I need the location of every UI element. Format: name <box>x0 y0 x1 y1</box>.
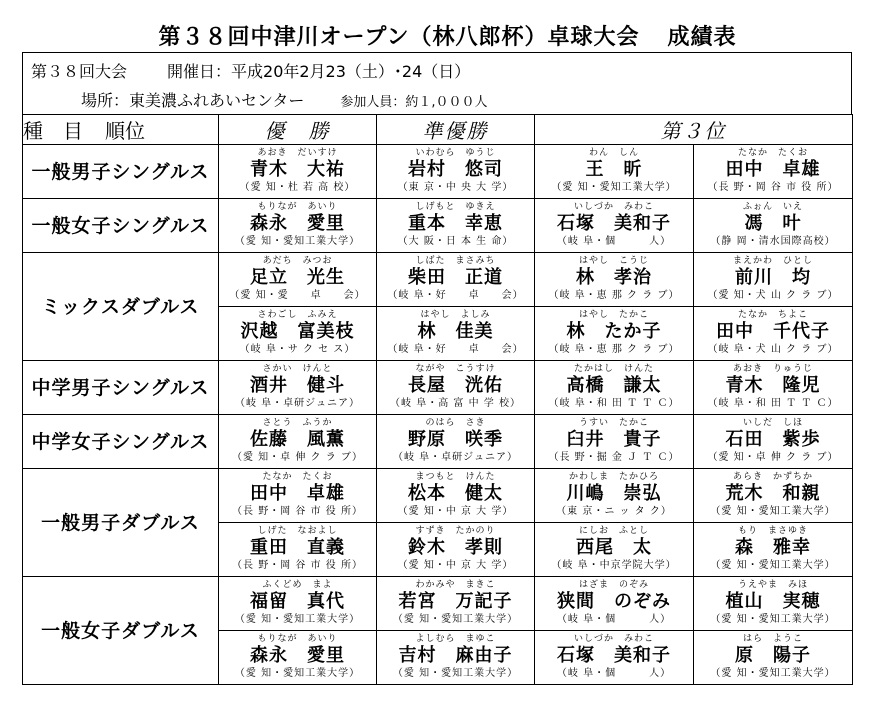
title-suffix: 成績表 <box>667 25 737 50</box>
player-affiliation: （愛 知・愛知工業大学） <box>710 668 836 679</box>
player-name: 前川 均 <box>735 267 811 288</box>
player-cell <box>694 631 853 685</box>
player-name: 野原 咲季 <box>408 429 503 450</box>
player-name: 馮 叶 <box>744 213 802 234</box>
player-cell <box>377 199 535 253</box>
player-affiliation: （東 京・中 央 大 学） <box>397 182 514 193</box>
player-affiliation: （愛 知・愛知工業大学） <box>234 236 361 247</box>
date-label: 開催日：平成20年2月23（土）･24（日） <box>167 62 471 81</box>
player-cell <box>535 469 694 523</box>
player-affiliation: （岐 阜・恵 那 ク ラ ブ） <box>548 290 680 301</box>
event-name: 中学男子シングルス <box>23 361 219 415</box>
player-ruby: まえかわ ひとし <box>732 256 813 266</box>
player-ruby: しげた なおよし <box>257 526 338 536</box>
player-affiliation: （愛 知・愛知工業大学） <box>392 614 519 625</box>
player-ruby: はやし よしみ <box>420 310 491 320</box>
player-ruby: うすい たかこ <box>578 418 649 428</box>
info-line-1 <box>31 59 470 82</box>
player-affiliation: （愛 知・愛知工業大学） <box>234 668 361 679</box>
player-affiliation: （岐 阜・恵 那 ク ラ ブ） <box>548 344 680 355</box>
player-name: 荒木 和親 <box>725 483 821 504</box>
table-row <box>23 415 853 469</box>
player-ruby: たなか たくお <box>737 148 808 158</box>
player-cell <box>535 145 694 199</box>
player-cell <box>377 415 535 469</box>
player-affiliation: （長 野・岡 谷 市 役 所） <box>232 506 363 517</box>
player-ruby: あだち みつお <box>262 256 333 266</box>
player-affiliation: （岐 阜・中京学院大学） <box>551 560 677 571</box>
player-ruby: さかい けんと <box>262 364 333 374</box>
player-cell <box>377 307 535 361</box>
player-affiliation: （東 京・ニ ッ タ ク） <box>556 506 672 517</box>
player-name: 佐藤 風薫 <box>250 429 345 450</box>
player-name: 石塚 美和子 <box>557 213 671 234</box>
player-ruby: にしお ふとし <box>578 526 649 536</box>
player-affiliation: （岐 阜・サ ク セ ス） <box>239 344 356 355</box>
player-cell <box>694 253 853 307</box>
player-name: 森永 愛里 <box>250 645 345 666</box>
player-cell <box>694 307 853 361</box>
event-name: 一般男子ダブルス <box>23 469 219 577</box>
player-cell <box>219 577 377 631</box>
player-cell <box>535 253 694 307</box>
player-cell <box>219 361 377 415</box>
player-name: 若宮 万記子 <box>398 591 513 612</box>
player-name: 林 孝治 <box>576 267 652 288</box>
player-cell <box>694 469 853 523</box>
player-cell <box>219 145 377 199</box>
player-ruby: うえやま みほ <box>737 580 808 590</box>
player-cell <box>694 523 853 577</box>
event-name: ミックスダブルス <box>23 253 219 361</box>
table-row <box>23 199 853 253</box>
player-ruby: ながや こうすけ <box>415 364 496 374</box>
player-affiliation: （岐 阜・好 卓 会） <box>387 290 524 301</box>
player-affiliation: （静 岡・清水国際高校） <box>710 236 836 247</box>
player-ruby: もりなが あいり <box>257 634 338 644</box>
header-second: 準優勝 <box>377 115 535 145</box>
player-affiliation: （岐 阜・高 富 中 学 校） <box>390 398 521 409</box>
player-ruby: はやし たかこ <box>578 310 649 320</box>
table-header-row <box>23 115 853 145</box>
player-ruby: まつもと けんた <box>415 472 496 482</box>
player-affiliation: （愛 知・愛知工業大学） <box>710 560 836 571</box>
player-ruby: のはら さき <box>425 418 486 428</box>
player-affiliation: （岐 阜・好 卓 会） <box>387 344 524 355</box>
player-cell <box>535 415 694 469</box>
player-ruby: もり まさゆき <box>737 526 808 536</box>
player-affiliation: （長 野・岡 谷 市 役 所） <box>707 182 839 193</box>
player-ruby: しげもと ゆきえ <box>415 202 496 212</box>
player-name: 臼井 貴子 <box>566 429 662 450</box>
player-affiliation: （愛 知・愛 卓 会） <box>229 290 366 301</box>
player-ruby: あらき かずちか <box>732 472 813 482</box>
player-name: 福留 真代 <box>250 591 345 612</box>
player-cell <box>219 199 377 253</box>
event-name: 一般男子シングルス <box>23 145 219 199</box>
player-ruby: さとう ふうか <box>262 418 333 428</box>
player-cell <box>219 631 377 685</box>
player-cell <box>219 415 377 469</box>
player-cell <box>535 631 694 685</box>
edition-label: 第３８回大会 <box>31 62 128 81</box>
player-name: 王 昕 <box>585 159 643 180</box>
player-cell <box>694 199 853 253</box>
header-first: 優 勝 <box>219 115 377 145</box>
info-line-2 <box>81 88 488 111</box>
player-name: 原 陽子 <box>735 645 811 666</box>
player-affiliation: （愛 知・卓 伸 ク ラ ブ） <box>707 452 839 463</box>
player-affiliation: （岐 阜・和 田 Ｔ Ｔ Ｃ） <box>707 398 839 409</box>
player-name: 長屋 洸佑 <box>408 375 503 396</box>
player-affiliation: （岐 阜・犬 山 ク ラ ブ） <box>707 344 839 355</box>
player-ruby: あおき りゅうじ <box>732 364 813 374</box>
player-affiliation: （愛 知・犬 山 ク ラ ブ） <box>707 290 839 301</box>
player-affiliation: （愛 知・愛知工業大学） <box>710 506 836 517</box>
player-cell <box>694 145 853 199</box>
player-name: 植山 実穂 <box>725 591 821 612</box>
page-title <box>0 20 895 51</box>
player-cell <box>535 307 694 361</box>
player-cell <box>694 577 853 631</box>
player-ruby: ふくどめ まよ <box>262 580 333 590</box>
player-ruby: わかみや まきこ <box>415 580 496 590</box>
player-name: 狭間 のぞみ <box>557 591 671 612</box>
player-ruby: かわしま たかひろ <box>568 472 659 482</box>
player-name: 青木 隆児 <box>725 375 821 396</box>
player-cell <box>219 469 377 523</box>
player-affiliation: （愛 知・卓 伸 ク ラ ブ） <box>232 452 363 463</box>
player-ruby: たなか たくお <box>262 472 333 482</box>
player-name: 川嶋 崇弘 <box>566 483 662 504</box>
player-cell <box>535 199 694 253</box>
player-cell <box>377 145 535 199</box>
player-name: 沢越 富美枝 <box>240 321 355 342</box>
player-ruby: いわむら ゆうじ <box>415 148 496 158</box>
player-ruby: たかはし けんた <box>573 364 654 374</box>
results-table <box>22 114 853 685</box>
player-affiliation: （愛 知・愛知工業大学） <box>234 614 361 625</box>
player-affiliation: （長 野・掘 金 Ｊ Ｔ Ｃ） <box>548 452 680 463</box>
player-name: 青木 大祐 <box>250 159 345 180</box>
player-name: 森 雅幸 <box>735 537 811 558</box>
player-ruby: もりなが あいり <box>257 202 338 212</box>
player-cell <box>535 361 694 415</box>
player-affiliation: （大 阪・日 本 生 命） <box>397 236 514 247</box>
player-name: 田中 千代子 <box>716 321 830 342</box>
player-ruby: よしむら まゆこ <box>415 634 496 644</box>
participants-label: 参加人員：約１,０００人 <box>340 95 488 110</box>
player-affiliation: （岐 阜・和 田 Ｔ Ｔ Ｃ） <box>548 398 680 409</box>
player-name: 高橋 謙太 <box>566 375 662 396</box>
player-cell <box>377 361 535 415</box>
player-ruby: はら ようこ <box>742 634 803 644</box>
player-name: 林 たか子 <box>566 321 662 342</box>
event-name: 一般女子シングルス <box>23 199 219 253</box>
player-ruby: さわごし ふみえ <box>257 310 338 320</box>
event-name: 中学女子シングルス <box>23 415 219 469</box>
player-name: 西尾 太 <box>576 537 652 558</box>
player-ruby: わん しん <box>588 148 639 158</box>
player-affiliation: （長 野・岡 谷 市 役 所） <box>232 560 363 571</box>
player-name: 重田 直義 <box>250 537 345 558</box>
player-name: 田中 卓雄 <box>725 159 821 180</box>
player-name: 田中 卓雄 <box>250 483 345 504</box>
player-ruby: いしづか みわこ <box>573 202 654 212</box>
player-name: 石田 紫歩 <box>725 429 821 450</box>
player-ruby: あおき だいすけ <box>257 148 338 158</box>
player-affiliation: （岐 阜・個 人） <box>556 614 672 625</box>
results-body <box>23 145 853 685</box>
player-affiliation: （愛 知・愛知工業大学） <box>551 182 677 193</box>
table-row <box>23 577 853 631</box>
player-cell <box>219 253 377 307</box>
player-affiliation: （岐 阜・卓研ジュニア） <box>235 398 360 409</box>
player-cell <box>377 631 535 685</box>
player-cell <box>377 469 535 523</box>
player-name: 岩村 悠司 <box>408 159 503 180</box>
player-name: 酒井 健斗 <box>250 375 345 396</box>
player-ruby: いしづか みわこ <box>573 634 654 644</box>
player-affiliation: （愛 知・中 京 大 学） <box>397 560 514 571</box>
player-affiliation: （岐 阜・卓研ジュニア） <box>393 452 518 463</box>
table-row <box>23 469 853 523</box>
player-name: 吉村 麻由子 <box>398 645 513 666</box>
player-affiliation: （愛 知・愛知工業大学） <box>392 668 519 679</box>
table-row <box>23 145 853 199</box>
player-name: 柴田 正道 <box>408 267 503 288</box>
player-cell <box>694 361 853 415</box>
venue-label: 場所：東美濃ふれあいセンター <box>81 91 305 110</box>
player-cell <box>219 307 377 361</box>
player-ruby: しばた まさみち <box>415 256 496 266</box>
player-cell <box>535 523 694 577</box>
player-name: 林 佳美 <box>417 321 494 342</box>
player-affiliation: （岐 阜・個 人） <box>556 236 672 247</box>
player-name: 森永 愛里 <box>250 213 345 234</box>
header-category: 種 目 順位 <box>23 115 219 145</box>
table-row <box>23 361 853 415</box>
event-name: 一般女子ダブルス <box>23 577 219 685</box>
player-name: 足立 光生 <box>250 267 345 288</box>
player-affiliation: （愛 知・杜 若 高 校） <box>239 182 356 193</box>
table-row <box>23 253 853 307</box>
player-ruby: ふぉん いえ <box>742 202 803 212</box>
player-name: 重本 幸恵 <box>408 213 503 234</box>
event-info-box <box>22 52 852 114</box>
player-ruby: すずき たかのり <box>415 526 496 536</box>
player-affiliation: （岐 阜・個 人） <box>556 668 672 679</box>
player-cell <box>377 577 535 631</box>
title-main: 第３８回中津川オープン（林八郎杯）卓球大会 <box>158 25 640 50</box>
player-cell <box>694 415 853 469</box>
player-name: 松本 健太 <box>408 483 503 504</box>
player-ruby: はやし こうじ <box>578 256 649 266</box>
player-cell <box>535 577 694 631</box>
player-name: 石塚 美和子 <box>557 645 671 666</box>
player-cell <box>219 523 377 577</box>
player-affiliation: （愛 知・愛知工業大学） <box>710 614 836 625</box>
player-ruby: いしだ しほ <box>742 418 803 428</box>
player-affiliation: （愛 知・中 京 大 学） <box>397 506 514 517</box>
player-cell <box>377 523 535 577</box>
player-cell <box>377 253 535 307</box>
player-ruby: はざま のぞみ <box>578 580 649 590</box>
player-ruby: たなか ちよこ <box>737 310 808 320</box>
header-third: 第３位 <box>535 115 853 145</box>
player-name: 鈴木 孝則 <box>408 537 503 558</box>
